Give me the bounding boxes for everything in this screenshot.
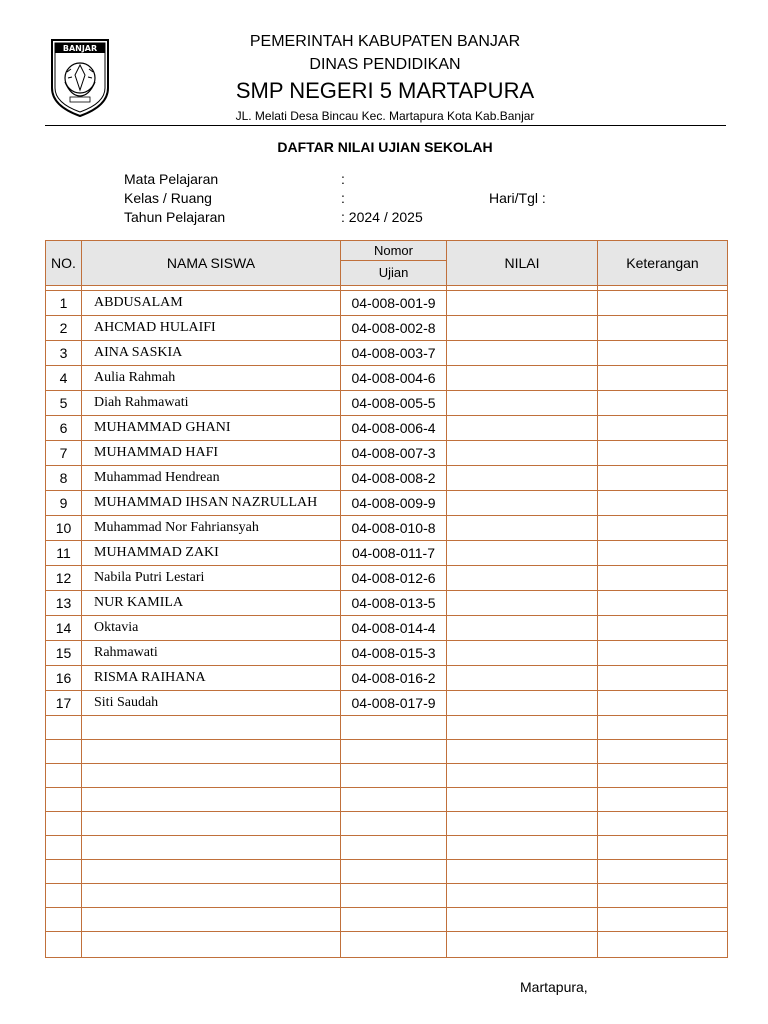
- grade-cell[interactable]: [447, 641, 598, 666]
- header-divider: [45, 125, 726, 126]
- empty-cell: [447, 860, 598, 884]
- row-number: 7: [46, 441, 82, 466]
- remarks-cell[interactable]: [598, 516, 728, 541]
- year-value: : 2024 / 2025: [341, 209, 423, 225]
- empty-cell: [447, 908, 598, 932]
- empty-cell: [341, 764, 447, 788]
- year-label: Tahun Pelajaran: [124, 209, 226, 225]
- exam-number: 04-008-001-9: [341, 291, 447, 316]
- header-nomor: Nomor: [341, 241, 447, 261]
- empty-cell: [447, 836, 598, 860]
- student-name: Muhammad Hendrean: [82, 466, 341, 491]
- empty-cell: [598, 764, 728, 788]
- exam-number: 04-008-013-5: [341, 591, 447, 616]
- student-name: MUHAMMAD IHSAN NAZRULLAH: [82, 491, 341, 516]
- student-name: Muhammad Nor Fahriansyah: [82, 516, 341, 541]
- empty-row: [46, 932, 728, 958]
- row-number: 4: [46, 366, 82, 391]
- student-name: Aulia Rahmah: [82, 366, 341, 391]
- empty-cell: [82, 740, 341, 764]
- banjar-emblem-logo: [49, 38, 111, 118]
- grade-cell[interactable]: [447, 391, 598, 416]
- exam-number: 04-008-010-8: [341, 516, 447, 541]
- exam-number: 04-008-014-4: [341, 616, 447, 641]
- row-number: 10: [46, 516, 82, 541]
- empty-cell: [46, 932, 82, 958]
- empty-cell: [82, 860, 341, 884]
- empty-row: [46, 812, 728, 836]
- empty-row: [46, 788, 728, 812]
- student-name: ABDUSALAM: [82, 291, 341, 316]
- grade-cell[interactable]: [447, 591, 598, 616]
- grade-cell[interactable]: [447, 316, 598, 341]
- exam-number: 04-008-007-3: [341, 441, 447, 466]
- exam-number: 04-008-006-4: [341, 416, 447, 441]
- svg-text:BANJAR: BANJAR: [62, 44, 98, 53]
- empty-cell: [82, 812, 341, 836]
- school-name: SMP NEGERI 5 MARTAPURA: [235, 78, 535, 103]
- remarks-cell[interactable]: [598, 316, 728, 341]
- empty-cell: [46, 836, 82, 860]
- empty-cell: [341, 932, 447, 958]
- exam-number: 04-008-005-5: [341, 391, 447, 416]
- exam-number: 04-008-008-2: [341, 466, 447, 491]
- remarks-cell[interactable]: [598, 541, 728, 566]
- remarks-cell[interactable]: [598, 566, 728, 591]
- row-number: 2: [46, 316, 82, 341]
- empty-cell: [341, 740, 447, 764]
- empty-cell: [46, 788, 82, 812]
- empty-cell: [447, 932, 598, 958]
- row-number: 3: [46, 341, 82, 366]
- row-number: 17: [46, 691, 82, 716]
- remarks-cell[interactable]: [598, 691, 728, 716]
- empty-cell: [46, 812, 82, 836]
- empty-cell: [341, 884, 447, 908]
- empty-cell: [82, 788, 341, 812]
- table-header: [46, 241, 728, 286]
- empty-cell: [46, 908, 82, 932]
- empty-cell: [598, 836, 728, 860]
- government-heading: PEMERINTAH KABUPATEN BANJAR: [249, 33, 521, 50]
- remarks-cell[interactable]: [598, 291, 728, 316]
- empty-row: [46, 716, 728, 740]
- grade-cell[interactable]: [447, 291, 598, 316]
- empty-cell: [447, 740, 598, 764]
- student-name: AINA SASKIA: [82, 341, 341, 366]
- table-row: [46, 541, 728, 566]
- empty-cell: [447, 716, 598, 740]
- remarks-cell[interactable]: [598, 441, 728, 466]
- empty-cell: [46, 716, 82, 740]
- empty-cell: [598, 716, 728, 740]
- empty-cell: [46, 884, 82, 908]
- remarks-cell[interactable]: [598, 641, 728, 666]
- header-ujian: Ujian: [341, 261, 447, 286]
- row-number: 1: [46, 291, 82, 316]
- table-row: [46, 641, 728, 666]
- table-row: [46, 516, 728, 541]
- empty-cell: [46, 860, 82, 884]
- empty-cell: [598, 812, 728, 836]
- student-name: RISMA RAIHANA: [82, 666, 341, 691]
- remarks-cell[interactable]: [598, 416, 728, 441]
- empty-cell: [341, 788, 447, 812]
- remarks-cell[interactable]: [598, 616, 728, 641]
- grades-table: [45, 240, 728, 958]
- grade-cell[interactable]: [447, 466, 598, 491]
- row-number: 12: [46, 566, 82, 591]
- row-number: 6: [46, 416, 82, 441]
- table-row: [46, 366, 728, 391]
- remarks-cell[interactable]: [598, 366, 728, 391]
- subject-colon: :: [341, 171, 345, 187]
- exam-number: 04-008-003-7: [341, 341, 447, 366]
- student-name: MUHAMMAD HAFI: [82, 441, 341, 466]
- signature-place: Martapura,: [520, 979, 588, 995]
- header-nilai: NILAI: [447, 241, 598, 286]
- header-keterangan: Keterangan: [598, 241, 728, 286]
- grade-cell[interactable]: [447, 516, 598, 541]
- table-row: [46, 566, 728, 591]
- subject-label: Mata Pelajaran: [124, 171, 219, 187]
- remarks-cell[interactable]: [598, 391, 728, 416]
- empty-cell: [46, 764, 82, 788]
- table-row: [46, 491, 728, 516]
- table-body: [46, 286, 728, 958]
- student-name: Rahmawati: [82, 641, 341, 666]
- empty-row: [46, 836, 728, 860]
- student-name: Nabila Putri Lestari: [82, 566, 341, 591]
- document-title: DAFTAR NILAI UJIAN SEKOLAH: [277, 139, 493, 155]
- date-label: Hari/Tgl :: [489, 190, 546, 206]
- empty-cell: [598, 788, 728, 812]
- student-name: Diah Rahmawati: [82, 391, 341, 416]
- grade-cell[interactable]: [447, 341, 598, 366]
- remarks-cell[interactable]: [598, 466, 728, 491]
- department-heading: DINAS PENDIDIKAN: [309, 56, 461, 73]
- empty-cell: [341, 860, 447, 884]
- grade-cell[interactable]: [447, 441, 598, 466]
- exam-number: 04-008-017-9: [341, 691, 447, 716]
- exam-number: 04-008-002-8: [341, 316, 447, 341]
- empty-cell: [598, 740, 728, 764]
- exam-number: 04-008-015-3: [341, 641, 447, 666]
- empty-cell: [82, 836, 341, 860]
- exam-number: 04-008-012-6: [341, 566, 447, 591]
- row-number: 14: [46, 616, 82, 641]
- empty-cell: [598, 932, 728, 958]
- row-number: 5: [46, 391, 82, 416]
- student-name: AHCMAD HULAIFI: [82, 316, 341, 341]
- remarks-cell[interactable]: [598, 341, 728, 366]
- remarks-cell[interactable]: [598, 491, 728, 516]
- table-row: [46, 441, 728, 466]
- empty-cell: [447, 764, 598, 788]
- table-row: [46, 316, 728, 341]
- exam-number: 04-008-016-2: [341, 666, 447, 691]
- student-name: MUHAMMAD ZAKI: [82, 541, 341, 566]
- empty-cell: [82, 908, 341, 932]
- grade-cell[interactable]: [447, 366, 598, 391]
- empty-cell: [447, 884, 598, 908]
- row-number: 8: [46, 466, 82, 491]
- empty-cell: [598, 908, 728, 932]
- school-address: JL. Melati Desa Bincau Kec. Martapura Kota Kab.Banjar: [235, 109, 535, 123]
- empty-cell: [82, 716, 341, 740]
- table-row: [46, 341, 728, 366]
- class-label: Kelas / Ruang: [124, 190, 212, 206]
- exam-number: 04-008-011-7: [341, 541, 447, 566]
- grade-cell[interactable]: [447, 616, 598, 641]
- empty-cell: [341, 812, 447, 836]
- header-name: NAMA SISWA: [82, 241, 341, 286]
- empty-cell: [598, 860, 728, 884]
- exam-number: 04-008-004-6: [341, 366, 447, 391]
- table-row: [46, 616, 728, 641]
- student-name: Siti Saudah: [82, 691, 341, 716]
- empty-cell: [598, 884, 728, 908]
- student-name: Oktavia: [82, 616, 341, 641]
- empty-cell: [82, 764, 341, 788]
- empty-cell: [82, 932, 341, 958]
- empty-cell: [341, 908, 447, 932]
- grade-cell[interactable]: [447, 691, 598, 716]
- table-row: [46, 591, 728, 616]
- empty-cell: [82, 884, 341, 908]
- empty-cell: [341, 836, 447, 860]
- grade-cell[interactable]: [447, 566, 598, 591]
- grade-cell[interactable]: [447, 416, 598, 441]
- row-number: 15: [46, 641, 82, 666]
- row-number: 13: [46, 591, 82, 616]
- student-name: MUHAMMAD GHANI: [82, 416, 341, 441]
- empty-cell: [447, 788, 598, 812]
- grade-cell[interactable]: [447, 491, 598, 516]
- row-number: 9: [46, 491, 82, 516]
- table-row: [46, 416, 728, 441]
- grade-cell[interactable]: [447, 666, 598, 691]
- empty-row: [46, 764, 728, 788]
- remarks-cell[interactable]: [598, 591, 728, 616]
- student-name: NUR KAMILA: [82, 591, 341, 616]
- grade-cell[interactable]: [447, 541, 598, 566]
- empty-row: [46, 860, 728, 884]
- empty-row: [46, 884, 728, 908]
- table-row: [46, 291, 728, 316]
- remarks-cell[interactable]: [598, 666, 728, 691]
- table-row: [46, 466, 728, 491]
- empty-row: [46, 908, 728, 932]
- row-number: 16: [46, 666, 82, 691]
- exam-number: 04-008-009-9: [341, 491, 447, 516]
- row-number: 11: [46, 541, 82, 566]
- empty-cell: [341, 716, 447, 740]
- table-row: [46, 666, 728, 691]
- empty-row: [46, 740, 728, 764]
- table-row: [46, 691, 728, 716]
- empty-cell: [447, 812, 598, 836]
- table-row: [46, 391, 728, 416]
- empty-cell: [46, 740, 82, 764]
- class-colon: :: [341, 190, 345, 206]
- header-no: NO.: [46, 241, 82, 286]
